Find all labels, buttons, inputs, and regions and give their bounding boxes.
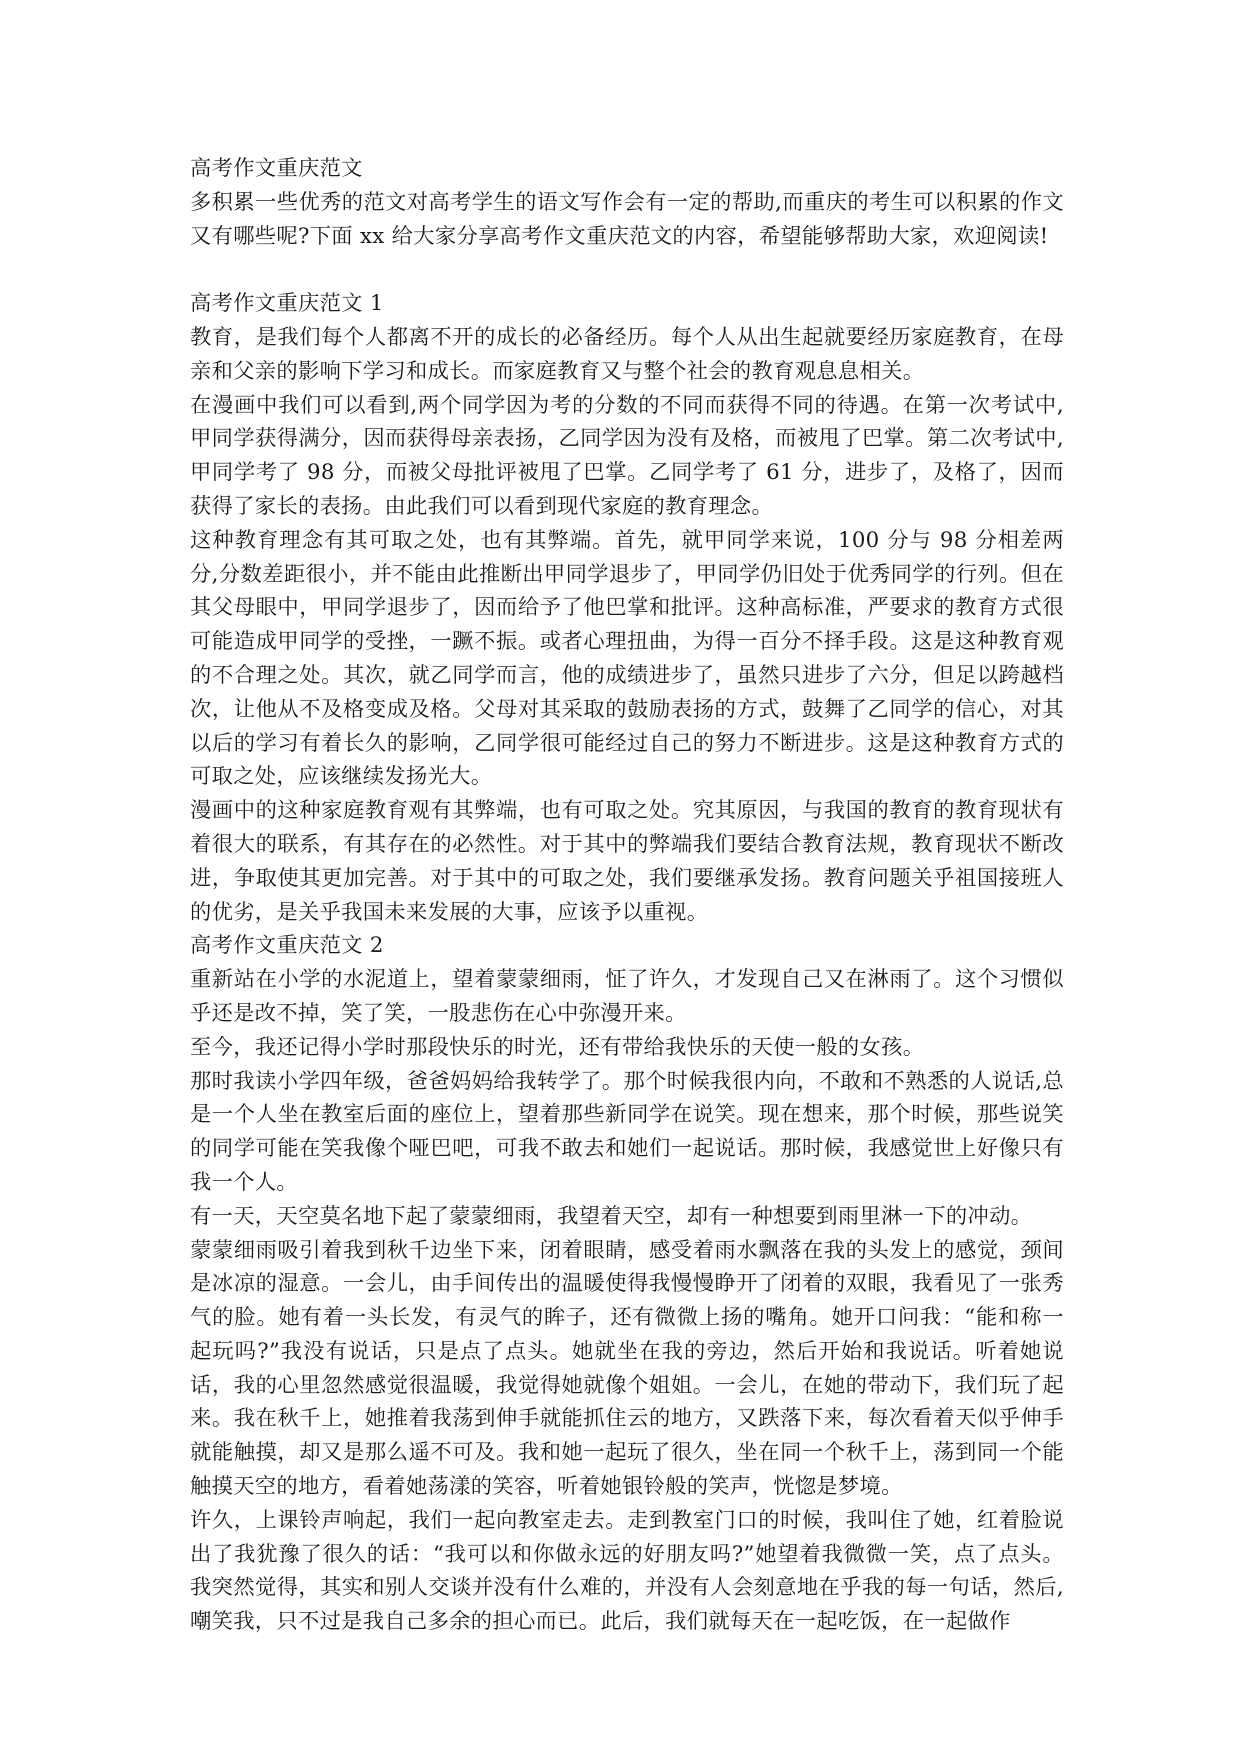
blank-line xyxy=(190,253,1064,287)
essay-2-paragraph: 有一天，天空莫名地下起了蒙蒙细雨，我望着天空，却有一种想要到雨里淋一下的冲动。 xyxy=(190,1203,1033,1229)
essay-1-paragraph: 漫画中的这种家庭教育观有其弊端，也有可取之处。究其原因，与我国的教育的教育现状有着很大的联系，有其存在的必然性。对于其中的弊端我们要结合教育法规，教育现状不断改进，争取使其更加完善。对于其中的可取之处，我们要继承发扬。教育问题关乎祖国接班人的优劣，是关乎我国未来发展的大事，应该予以重视。 xyxy=(190,798,1064,925)
essay-1-paragraph: 在漫画中我们可以看到,两个同学因为考的分数的不同而获得不同的待遇。在第一次考试中,甲同学获得满分，因而获得母亲表扬，乙同学因为没有及格，而被甩了巴掌。第二次考试中,甲同学考了 98 分，而被父母批评被甩了巴掌。乙同学考了 61 分，进步了，及格了，因而获得了家长的表扬。由此我们可以看到现代家庭的教育理念。 xyxy=(190,392,1064,519)
essay-1-heading: 高考作文重庆范文 1 xyxy=(190,291,384,317)
essay-1-paragraph: 教育，是我们每个人都离不开的成长的必备经历。每个人从出生起就要经历家庭教育，在母亲和父亲的影响下学习和成长。而家庭教育又与整个社会的教育观息息相关。 xyxy=(190,324,1064,384)
essay-2-paragraph: 那时我读小学四年级，爸爸妈妈给我转学了。那个时候我很内向，不敢和不熟悉的人说话,总是一个人坐在教室后面的座位上，望着那些新同学在说笑。现在想来，那个时候，那些说笑的同学可能在笑我像个哑巴吧，可我不敢去和她们一起说话。那时候，我感觉世上好像只有我一个人。 xyxy=(190,1068,1064,1195)
essay-2-paragraph: 至今，我还记得小学时那段快乐的时光，还有带给我快乐的天使一般的女孩。 xyxy=(190,1034,925,1060)
essay-2-paragraph: 许久，上课铃声响起，我们一起向教室走去。走到教室门口的时候，我叫住了她，红着脸说出了我犹豫了很久的话：“我可以和你做永远的好朋友吗?”她望着我微微一笑，点了点头。我突然觉得，其实和别人交谈并没有什么难的，并没有人会刻意地在乎我的每一句话，然后,嘲笑我，只不过是我自己多余的担心而已。此后，我们就每天在一起吃饭，在一起做作 xyxy=(190,1507,1064,1635)
essay-2-heading: 高考作文重庆范文 2 xyxy=(190,933,384,959)
essay-1-paragraph: 这种教育理念有其可取之处，也有其弊端。首先，就甲同学来说，100 分与 98 分相差两分,分数差距很小，并不能由此推断出甲同学退步了，甲同学仍旧处于优秀同学的行列。但在其父母眼中，甲同学退步了，因而给予了他巴掌和批评。这种高标准，严要求的教育方式很可能造成甲同学的受挫，一蹶不振。或者心理扭曲，为得一百分不择手段。这是这种教育观的不合理之处。其次，就乙同学而言，他的成绩进步了，虽然只进步了六分，但足以跨越档次，让他从不及格变成及格。父母对其采取的鼓励表扬的方式，鼓舞了乙同学的信心，对其以后的学习有着长久的影响，乙同学很可能经过自己的努力不断进步。这是这种教育方式的可取之处，应该继续发扬光大。 xyxy=(190,527,1064,790)
essay-2-paragraph: 蒙蒙细雨吸引着我到秋千边坐下来，闭着眼睛，感受着雨水飘落在我的头发上的感觉，颈间是冰凉的湿意。一会儿，由手间传出的温暖使得我慢慢睁开了闭着的双眼，我看见了一张秀气的脸。她有着一头长发，有灵气的眸子，还有微微上扬的嘴角。她开口问我：“能和称一起玩吗?”我没有说话，只是点了点头。她就坐在我的旁边，然后开始和我说话。听着她说话，我的心里忽然感觉很温暖，我觉得她就像个姐姐。一会儿，在她的带动下，我们玩了起来。我在秋千上，她推着我荡到伸手就能抓住云的地方，又跌落下来，每次看着天似乎伸手就能触摸，却又是那么遥不可及。我和她一起玩了很久，坐在同一个秋千上，荡到同一个能触摸天空的地方，看着她荡漾的笑容，听着她银铃般的笑声，恍惚是梦境。 xyxy=(190,1237,1064,1500)
document-title: 高考作文重庆范文 xyxy=(190,156,363,181)
essay-2-paragraph: 重新站在小学的水泥道上，望着蒙蒙细雨，怔了许久，才发现自己又在淋雨了。这个习惯似乎还是改不掉，笑了笑，一股悲伤在心中弥漫开来。 xyxy=(190,967,1064,1026)
intro-paragraph: 多积累一些优秀的范文对高考学生的语文写作会有一定的帮助,而重庆的考生可以积累的作文又有哪些呢?下面 xx 给大家分享高考作文重庆范文的内容，希望能够帮助大家，欢迎阅读! xyxy=(190,189,1064,249)
document-body xyxy=(190,152,1064,1639)
